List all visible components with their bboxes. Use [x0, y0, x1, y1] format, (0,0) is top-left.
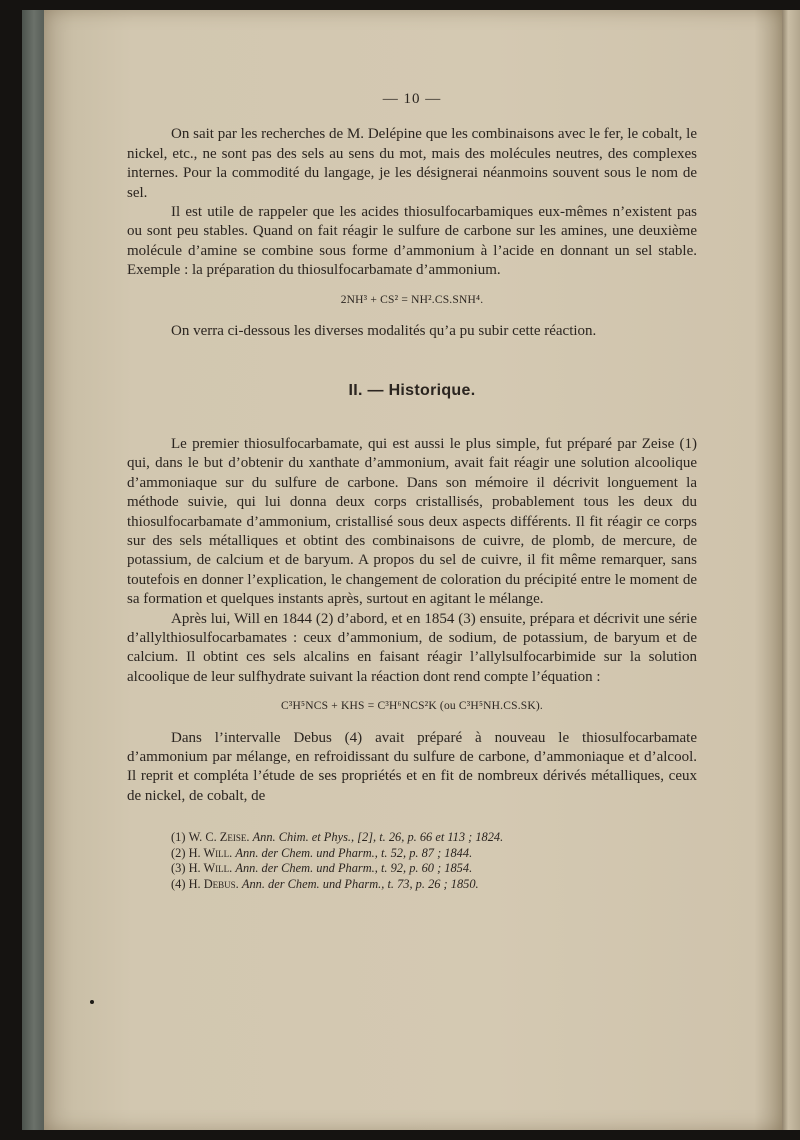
- footnote-mark: (3): [171, 861, 186, 876]
- footnote-item: [171, 846, 697, 862]
- paragraph-modalites: On verra ci-dessous les diverses modalités qu’a pu subir cette réaction.: [171, 323, 597, 340]
- paragraph-debus: Dans l’intervalle Debus (4) avait préparé à nouveau le thiosulfocarbamate d’ammonium par mélange, en refroidissant du sulfure de carbone, d’ammoniaque et d’alcool. Il reprit et compléta l’étude de ses propriétés et en fit de nombreux dérivés métalliques, ceux de nickel, de cobalt, de: [127, 729, 697, 804]
- footnote-reference: Ann. der Chem. und Pharm., t. 52, p. 87 ; 1844.: [235, 845, 473, 860]
- paragraph-acides-instables: Il est utile de rappeler que les acides thiosulfocarbamiques eux-mêmes n’existent pas ou sont peu stables. Quand on fait réagir le sulfure de carbone sur les amines, une deuxième molécule d’amine se combine sous forme d’ammonium à l’acide en donnant un sel stable. Exemple : la préparation du thiosulfocarbamate d’ammonium.: [127, 204, 697, 279]
- footnote-mark: (1): [171, 830, 186, 845]
- footnote-author: W. C. Zeise.: [188, 830, 250, 845]
- paragraph-delepine: On sait par les recherches de M. Delépine que les combinaisons avec le fer, le cobalt, le nickel, etc., ne sont pas des sels au sens du mot, mais des molécules neutres, des complexes internes. Pour la commodité du langage, je les désignerai néanmoins souvent sous le nom de sel.: [127, 126, 697, 201]
- formula-allylthiosulfocarbamate: C³H⁵NCS + KHS = C³H⁶NCS²K (ou C³H⁵NH.CS.SK).: [281, 700, 543, 713]
- page-text-block: [127, 90, 697, 892]
- footnote-reference: Ann. der Chem. und Pharm., t. 92, p. 60 ; 1854.: [235, 861, 473, 876]
- footnote-reference: Ann. der Chem. und Pharm., t. 73, p. 26 ; 1850.: [241, 876, 479, 891]
- footnote-reference: Ann. Chim. et Phys., [2], t. 26, p. 66 et 113 ; 1824.: [252, 830, 504, 845]
- footnote-mark: (4): [171, 876, 186, 891]
- footnote-item: [171, 877, 697, 893]
- footnotes: [171, 830, 697, 892]
- footnote-item: [171, 861, 697, 877]
- book-spine-edge: [22, 10, 46, 1130]
- page-right-edge: [782, 10, 800, 1130]
- ink-speck: [90, 1000, 94, 1004]
- page-number: — 10 —: [382, 91, 442, 107]
- footnote-author: H. Will.: [188, 845, 233, 860]
- footnote-author: H. Will.: [188, 861, 233, 876]
- footnote-item: [171, 830, 697, 846]
- footnote-mark: (2): [171, 845, 186, 860]
- formula-ammonium-thiosulfocarbamate: 2NH³ + CS² = NH².CS.SNH⁴.: [340, 293, 484, 306]
- section-title-historique: II. — Historique.: [348, 382, 476, 400]
- paragraph-will: Après lui, Will en 1844 (2) d’abord, et en 1854 (3) ensuite, prépara et décrivit une série d’allylthiosulfocarbamates : ceux d’ammonium, de sodium, de potassium, de baryum et de calcium. Il obtint ces sels alcalins en faisant réagir l’allylsulfocarbimide sur la solution alcoolique de leur sulfhydrate suivant la réaction dont rend compte l’équation :: [127, 610, 697, 685]
- footnote-author: H. Debus.: [188, 876, 239, 891]
- paragraph-zeise: Le premier thiosulfocarbamate, qui est aussi le plus simple, fut préparé par Zeise (1) qui, dans le but d’obtenir du xanthate d’ammonium, avait fait réagir une solution alcoolique d’ammoniaque sur du sulfure de carbone. Dans son mémoire il décrivit longuement la méthode suivie, qui lui donna deux corps cristallisés, probablement tous les deux du thiosulfocarbamate d’ammonium, cristallisé sous deux aspects différents. Il fit réagir ce corps sur des sels métalliques et obtint des combinaisons de cuivre, de plomb, de mercure, de potassium, de calcium et de baryum. A propos du sel de cuivre, il fit même remarquer, sans toutefois en donner l’explication, le changement de coloration du précipité entre le moment de sa formation et quelques instants après, surtout en agitant le mélange.: [127, 435, 697, 608]
